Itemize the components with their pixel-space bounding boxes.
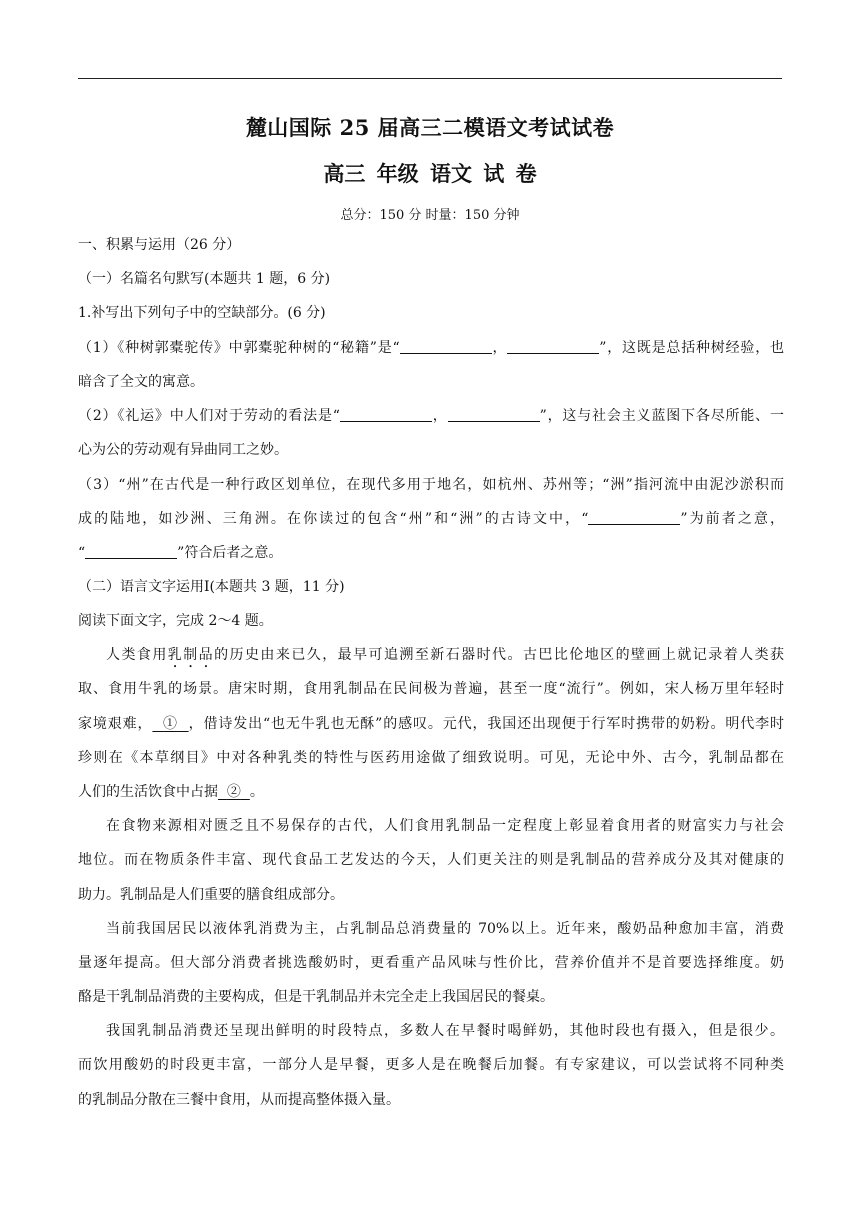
question-1-3-cont: 成的陆地，如沙洲、三角洲。在你读过的包含“州”和“洲”的古诗文中，“ ”为前者之意，: [78, 511, 784, 527]
question-1-3-end: “ ”符合后者之意。: [78, 545, 283, 561]
subsection-heading: （二）语言文字运用Ⅰ(本题共 3 题，11 分): [78, 579, 345, 595]
passage-line: 在食物来源相对匮乏且不易保存的古代，人们食用乳制品一定程度上彰显着食用者的财富实力与社会: [106, 818, 784, 834]
passage-line: 的乳制品分散在三餐中食用，从而提高整体摄入量。: [78, 1092, 400, 1108]
header-rule: [78, 78, 782, 79]
passage-line: 酪是干乳制品消费的主要构成，但是干乳制品并未完全走上我国居民的餐桌。: [78, 989, 554, 1005]
passage-line: 助力。乳制品是人们重要的膳食组成部分。: [78, 887, 344, 903]
question-1-2-cont: 心为公的劳动观有异曲同工之妙。: [78, 442, 288, 458]
question-1-1-cont: 暗含了全文的寓意。: [78, 374, 204, 390]
passage-line: 人类食用乳制品的历史由来已久，最早可追溯至新石器时代。古巴比伦地区的壁画上就记录着人类获: [106, 647, 785, 663]
score-time: 总分：150 分 时量：150 分钟: [340, 208, 520, 223]
question-1-1: （1）《种树郭橐驼传》中郭橐驼种树的“秘籍”是“ ， ”，这既是总括种树经验，也: [78, 340, 784, 356]
passage-line: 量逐年提高。但大部分消费者挑选酸奶时，更看重产品风味与性价比，营养价值并不是首要选择维度。奶: [78, 955, 784, 971]
subsection-heading: （一）名篇名句默写(本题共 1 题，6 分): [78, 271, 331, 287]
blank-marker-1: ①: [163, 716, 178, 732]
passage-line: 当前我国居民以液体乳消费为主，占乳制品总消费量的 70%以上。近年来，酸奶品种愈加丰富，消费: [106, 921, 784, 937]
passage-line: 家境艰难， ① ，借诗发出“也无牛乳也无酥”的感叹。元代，我国还出现便于行军时携带的奶粉。明代李时: [78, 716, 785, 732]
passage-line: 人们的生活饮食中占据 ② 。: [78, 784, 264, 800]
exam-title: 麓山国际 25 届高三二模语文考试试卷: [245, 115, 615, 140]
exam-subtitle: 高三 年级 语文 试 卷: [323, 161, 537, 186]
passage-line: 我国乳制品消费还呈现出鲜明的时段特点，多数人在早餐时喝鲜奶，其他时段也有摄入，但是很少。: [106, 1023, 784, 1039]
question-1: 1.补写出下列句子中的空缺部分。(6 分): [78, 305, 326, 321]
answer-blank[interactable]: [400, 340, 492, 354]
passage-line: 取、食用牛乳的场景。唐宋时期，食用乳制品在民间极为普遍，甚至一度“流行”。例如，宋人杨万里年轻时: [78, 681, 784, 697]
question-1-3: （3）“州”在古代是一种行政区划单位，在现代多用于地名，如杭州、苏州等；“洲”指河流中由泥沙淤积而: [78, 477, 784, 493]
reading-instruction: 阅读下面文字，完成 2～4 题。: [78, 613, 273, 629]
passage-line: 地位。而在物质条件丰富、现代食品工艺发达的今天，人们更关注的则是乳制品的营养成分及其对健康的: [78, 852, 784, 868]
passage-line: 而饮用酸奶的时段更丰富，一部分人是早餐，更多人是在晚餐后加餐。有专家建议，可以尝试将不同种类: [78, 1057, 784, 1073]
answer-blank[interactable]: [588, 511, 680, 525]
section-heading: 一、积累与运用（26 分）: [78, 237, 241, 253]
answer-blank[interactable]: [507, 340, 599, 354]
answer-blank[interactable]: [340, 408, 432, 422]
answer-blank[interactable]: [448, 408, 540, 422]
blank-marker-2: ②: [226, 784, 241, 800]
passage-line: 珍则在《本草纲目》中对各种乳类的特性与医药用途做了细致说明。可见，无论中外、古今，乳制品都在: [78, 750, 784, 766]
dotted-term: 乳制品: [167, 647, 215, 663]
answer-blank[interactable]: [85, 545, 177, 559]
question-1-2: （2）《礼运》中人们对于劳动的看法是“ ， ”，这与社会主义蓝图下各尽所能、一: [78, 408, 784, 424]
